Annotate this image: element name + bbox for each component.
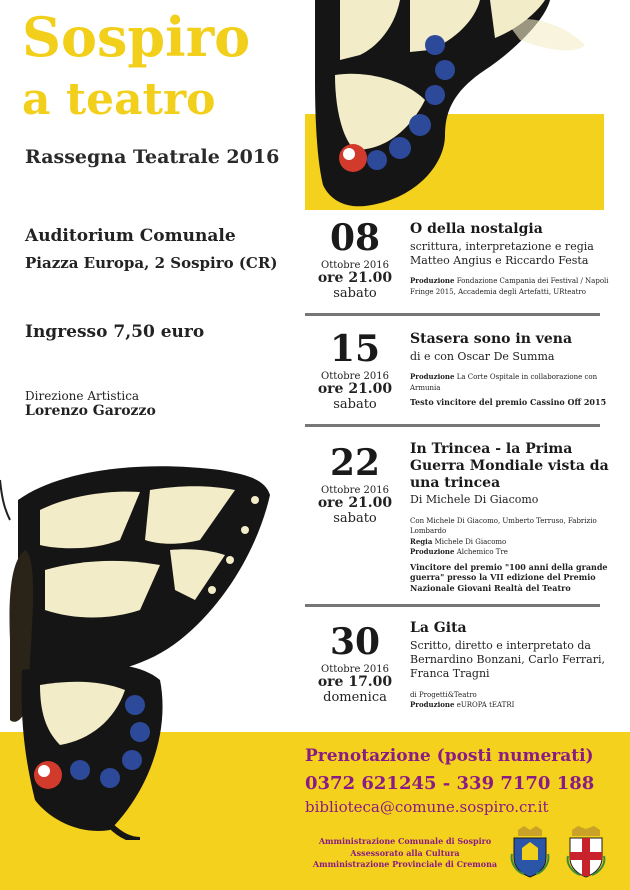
event-date-block xyxy=(305,217,405,301)
event-credit: Produzione La Corte Ospitale in collaborazione con Armunia xyxy=(410,372,598,392)
event-production: Produzione eUROPA tEATRI xyxy=(410,700,515,710)
administration-credits xyxy=(305,836,505,871)
event-byline: di Progetti&Teatro xyxy=(410,690,477,699)
cremona-coat-of-arms-icon xyxy=(566,826,606,878)
event-production: Produzione Alchemico Tre xyxy=(410,547,508,557)
event-cast: Con Michele Di Giacomo, Umberto Terruso, Fabrizio Lombardo xyxy=(410,516,597,536)
event-info-block xyxy=(410,620,610,711)
booking-phones: 0372 621245 - 339 7170 188 xyxy=(305,773,595,794)
venue-address: Piazza Europa, 2 Sospiro (CR) xyxy=(25,254,278,272)
event-award: Testo vincitore del premio Cassino Off 2015 xyxy=(410,397,607,408)
event-divider xyxy=(305,604,600,607)
ticket-price: Ingresso 7,50 euro xyxy=(25,322,205,342)
event-day: 22 xyxy=(329,442,381,484)
event-time: ore 21.00 xyxy=(317,270,393,286)
event-month: Ottobre 2016 xyxy=(321,664,389,675)
sospiro-coat-of-arms-icon xyxy=(510,826,550,878)
event-award: Vincitore del premio "100 anni della grande guerra" presso la VII edizione del Premio Nazionale Giovani Realtà del Teatro xyxy=(410,561,608,594)
event-day: 30 xyxy=(329,621,381,663)
direction-label: Direzione Artistica xyxy=(25,389,140,403)
event-regia: Regia Michele Di Giacomo xyxy=(410,536,507,546)
poster-title-line1: Sospiro xyxy=(22,5,251,69)
event-credit xyxy=(410,690,610,711)
poster-subtitle: Rassegna Teatrale 2016 xyxy=(25,146,280,168)
event-weekday: domenica xyxy=(323,689,387,705)
event-credit: Produzione Fondazione Campania dei Festival / Napoli Fringe 2015, Accademia degli Artefatti, URteatro xyxy=(410,276,609,296)
direction-name: Lorenzo Garozzo xyxy=(25,403,156,419)
event-day: 08 xyxy=(329,217,381,259)
booking-title: Prenotazione (posti numerati) xyxy=(305,746,594,766)
admin-line: Assessorato alla Cultura xyxy=(350,847,460,858)
event-month: Ottobre 2016 xyxy=(321,371,389,382)
event-date-block xyxy=(305,442,405,526)
venue-name: Auditorium Comunale xyxy=(25,226,236,246)
event-weekday: sabato xyxy=(333,396,377,412)
event-info-block xyxy=(410,221,610,297)
event-weekday: sabato xyxy=(333,510,377,526)
event-description: di e con Oscar De Summa xyxy=(410,349,555,363)
event-time: ore 21.00 xyxy=(317,495,393,511)
event-time: ore 17.00 xyxy=(317,674,393,690)
event-day: 15 xyxy=(329,328,381,370)
event-time: ore 21.00 xyxy=(317,381,393,397)
event-title: In Trincea - la Prima Guerra Mondiale vista da una trincea xyxy=(410,441,609,491)
event-date-block xyxy=(305,621,405,705)
butterfly-bottom-image xyxy=(0,440,300,840)
event-credit xyxy=(410,516,610,558)
butterfly-top-image xyxy=(305,0,604,210)
event-description: Di Michele Di Giacomo xyxy=(410,493,539,507)
event-date-block xyxy=(305,328,405,412)
event-divider xyxy=(305,424,600,427)
event-title: Stasera sono in vena xyxy=(410,331,573,347)
event-info-block xyxy=(410,331,610,408)
admin-line: Amministrazione Provinciale di Cremona xyxy=(312,859,498,870)
poster-title-line2: a teatro xyxy=(22,74,216,125)
booking-email: biblioteca@comune.sospiro.cr.it xyxy=(305,798,549,816)
event-info-block xyxy=(410,441,610,594)
event-title: O della nostalgia xyxy=(410,221,543,237)
event-month: Ottobre 2016 xyxy=(321,260,389,271)
event-divider xyxy=(305,313,600,316)
event-description: scrittura, interpretazione e regia Matteo Angius e Riccardo Festa xyxy=(410,239,594,268)
event-weekday: sabato xyxy=(333,285,377,301)
admin-line: Amministrazione Comunale di Sospiro xyxy=(318,836,492,846)
event-month: Ottobre 2016 xyxy=(321,485,389,496)
event-title: La Gita xyxy=(410,620,467,636)
event-description: Scritto, diretto e interpretato da Bernardino Bonzani, Carlo Ferrari, Franca Tragni xyxy=(410,638,606,681)
